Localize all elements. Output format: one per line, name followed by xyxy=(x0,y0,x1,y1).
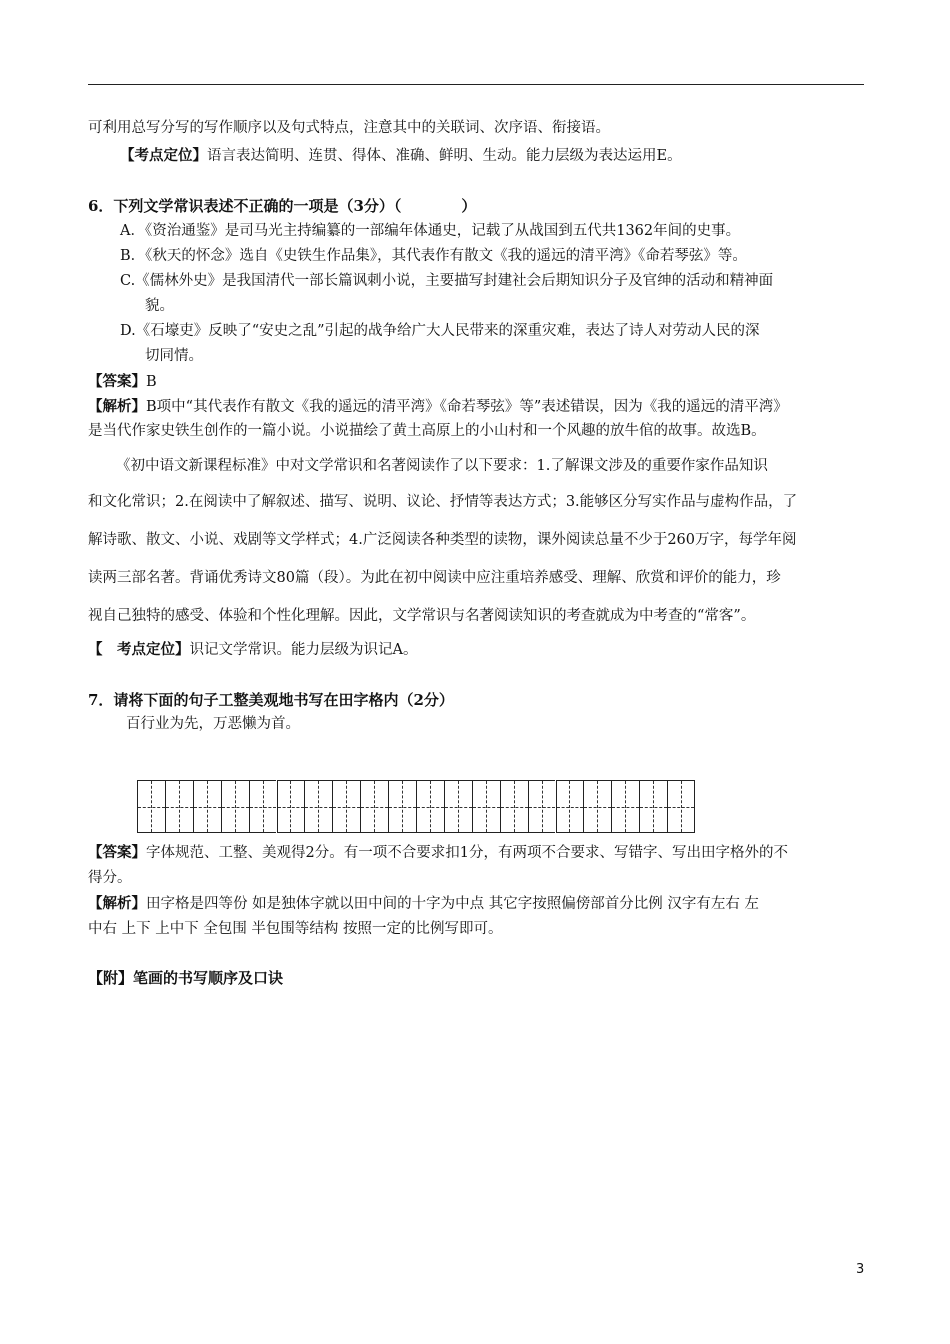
cell-vertical-guide xyxy=(290,781,291,832)
answer-6: 【答案】B xyxy=(88,373,157,390)
explain-6a: 【解析】B项中“其代表作有散文《我的遥远的清平湾》《命若琴弦》等”表述错误，因为《我的遥远的清平湾》 xyxy=(88,398,788,415)
cell-vertical-guide xyxy=(542,781,543,832)
tianzige-cell xyxy=(360,780,388,833)
kaodian-line-1: 【考点定位】语言表达简明、连贯、得体、准确、鲜明、生动。能力层级为表达运用E。 xyxy=(120,147,682,164)
cell-vertical-guide xyxy=(151,781,152,832)
tianzige-cell xyxy=(444,780,472,833)
cell-vertical-guide xyxy=(569,781,570,832)
header-rule xyxy=(88,84,864,85)
explain-7a: 【解析】田字格是四等份 如是独体字就以田中间的十字为中点 其它字按照偏傍部首分比例 汉字有左右 左 xyxy=(88,895,759,912)
cell-vertical-guide xyxy=(346,781,347,832)
tianzige-grid xyxy=(137,780,695,833)
standard-para-4: 读两三部名著。背诵优秀诗文80篇（段）。为此在初中阅读中应注重培养感受、理解、欣赏和评价的能力，珍 xyxy=(88,570,781,586)
option-6d-cont: 切同情。 xyxy=(145,348,203,364)
tianzige-cell xyxy=(639,780,667,833)
appendix-heading: 【附】笔画的书写顺序及口诀 xyxy=(88,969,284,987)
cell-vertical-guide xyxy=(235,781,236,832)
tianzige-cell xyxy=(249,780,277,833)
tianzige-cell xyxy=(528,780,556,833)
cell-vertical-guide xyxy=(318,781,319,832)
question-6: 6．下列文学常识表述不正确的一项是（3分）（ ） xyxy=(88,197,477,215)
standard-para-1: 《初中语文新课程标准》中对文学常识和名著阅读作了以下要求：1.了解课文涉及的重要作家作品知识 xyxy=(116,458,768,474)
tianzige-cell xyxy=(277,780,305,833)
cell-vertical-guide xyxy=(625,781,626,832)
page-number: 3 xyxy=(856,1262,865,1277)
question-7: 7．请将下面的句子工整美观地书写在田字格内（2分） xyxy=(88,691,454,709)
tianzige-cell xyxy=(332,780,360,833)
option-6b: B．《秋天的怀念》选自《史铁生作品集》，其代表作有散文《我的遥远的清平湾》《命若琴弦》等。 xyxy=(120,248,747,264)
explain-6b: 是当代作家史铁生创作的一篇小说。小说描绘了黄土高原上的小山村和一个风趣的放牛倌的故事。故选B。 xyxy=(88,423,766,439)
standard-para-2: 和文化常识；2.在阅读中了解叙述、描写、说明、议论、抒情等表达方式；3.能够区分写实作品与虚构作品，了 xyxy=(88,494,798,510)
tianzige-cell xyxy=(221,780,249,833)
answer-7a: 【答案】字体规范、工整、美观得2分。有一项不合要求扣1分，有两项不合要求、写错字、写出田字格外的不 xyxy=(88,844,788,861)
kaodian-line-2: 【 考点定位】识记文学常识。能力层级为识记A。 xyxy=(88,641,418,658)
option-6c-cont: 貌。 xyxy=(145,298,174,314)
tianzige-cell xyxy=(137,780,165,833)
cell-vertical-guide xyxy=(374,781,375,832)
cell-vertical-guide xyxy=(653,781,654,832)
tianzige-cell xyxy=(193,780,221,833)
tianzige-cell xyxy=(500,780,528,833)
option-6a: A．《资治通鉴》是司马光主持编纂的一部编年体通史，记载了从战国到五代共1362年间的史事。 xyxy=(120,223,741,239)
cell-vertical-guide xyxy=(681,781,682,832)
tianzige-cell xyxy=(416,780,444,833)
option-6c: C.《儒林外史》是我国清代一部长篇讽刺小说，主要描写封建社会后期知识分子及官绅的活动和精神面 xyxy=(120,273,774,289)
tianzige-cell xyxy=(304,780,332,833)
cell-vertical-guide xyxy=(207,781,208,832)
cell-vertical-guide xyxy=(263,781,264,832)
explain-7b: 中右 上下 上中下 全包围 半包围等结构 按照一定的比例写即可。 xyxy=(88,921,503,937)
cell-vertical-guide xyxy=(486,781,487,832)
cell-vertical-guide xyxy=(179,781,180,832)
standard-para-3: 解诗歌、散文、小说、戏剧等文学样式；4.广泛阅读各种类型的读物，课外阅读总量不少于260万字，每学年阅 xyxy=(88,532,797,548)
option-6d: D.《石壕吏》反映了“安史之乱”引起的战争给广大人民带来的深重灾难，表达了诗人对劳动人民的深 xyxy=(120,323,760,339)
intro-line: 可利用总写分写的写作顺序以及句式特点，注意其中的关联词、次序语、衔接语。 xyxy=(88,120,610,136)
cell-vertical-guide xyxy=(597,781,598,832)
answer-7b: 得分。 xyxy=(88,870,132,886)
cell-vertical-guide xyxy=(458,781,459,832)
cell-vertical-guide xyxy=(430,781,431,832)
tianzige-cell xyxy=(472,780,500,833)
cell-vertical-guide xyxy=(402,781,403,832)
tianzige-cell xyxy=(611,780,639,833)
tianzige-cell xyxy=(556,780,584,833)
tianzige-cell xyxy=(583,780,611,833)
cell-vertical-guide xyxy=(514,781,515,832)
sentence-7: 百行业为先，万恶懒为首。 xyxy=(126,716,300,732)
standard-para-5: 视自己独特的感受、体验和个性化理解。因此，文学常识与名著阅读知识的考查就成为中考查的“常客”。 xyxy=(88,608,756,624)
tianzige-cell xyxy=(667,780,695,833)
tianzige-cell xyxy=(165,780,193,833)
tianzige-cell xyxy=(388,780,416,833)
